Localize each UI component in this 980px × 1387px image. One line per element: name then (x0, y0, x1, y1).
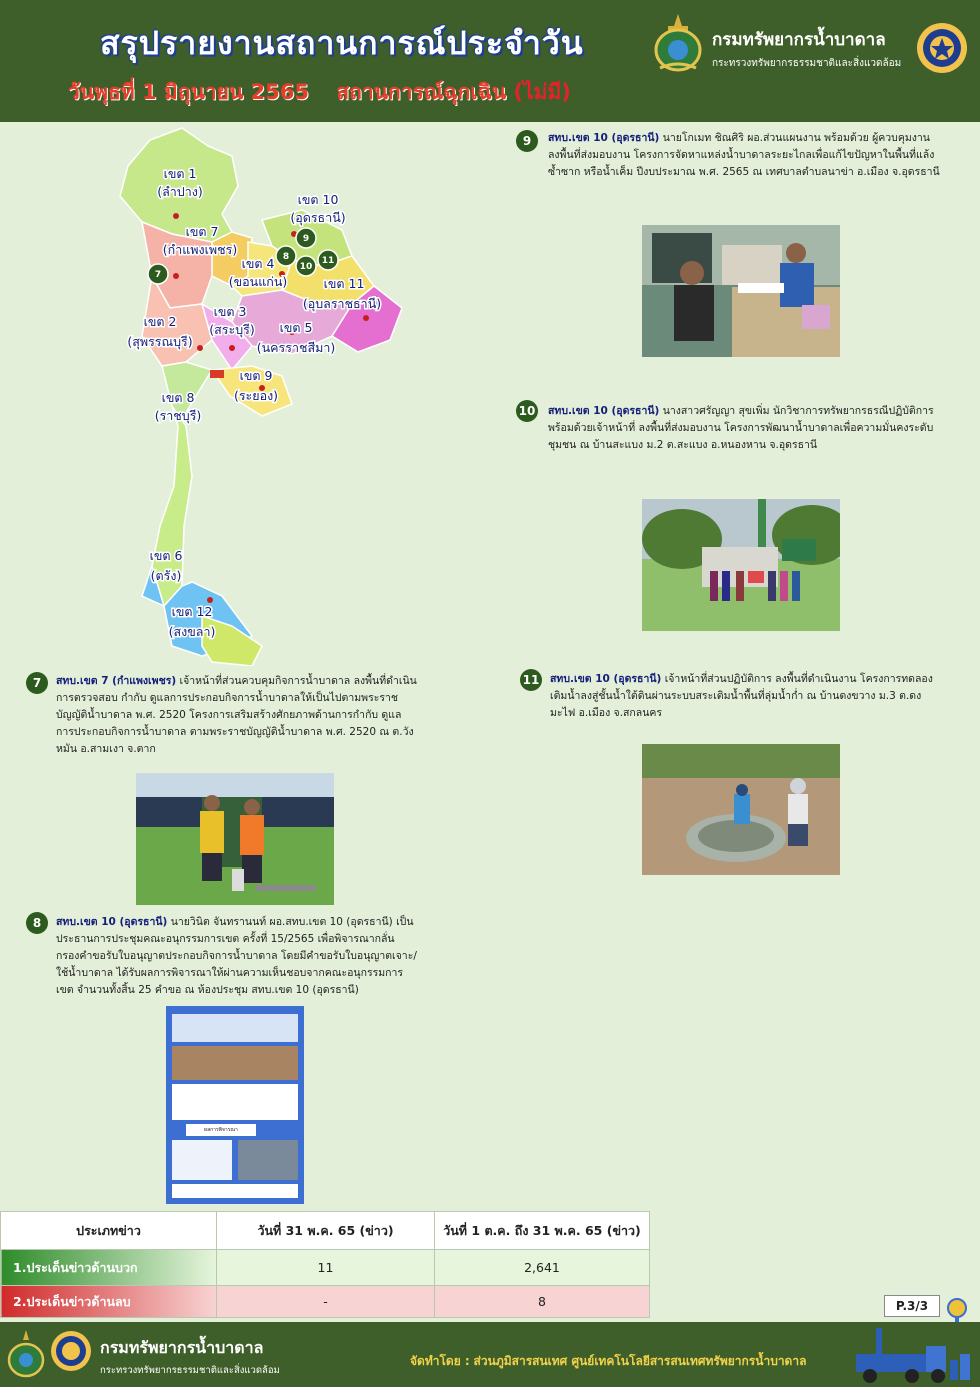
item-8-body: นายวินิต จันทรานนท์ ผอ.สทบ.เขต 10 (อุดรธานี) เป็นประธานการประชุมคณะอนุกรรมการเขต ครั้งที่ 15/2565 เพื่อพิจารณากลั่นกรองคำขอรับใบอนุญาตประกอบกิจการน้ำบาดาล โดยมีคำขอรับใบอนุญาตเจาะ/ใช้น้ำบาดาล ได้รับผลการพิจารณาให้ผ่านความเห็นชอบจากคณะอนุกรรมการเขต จำนวนทั้งสิ้น 25 คำขอ ณ ห้องประชุม สทบ.เขต 10 (อุดรธานี) (56, 916, 417, 996)
item-9-photo (642, 225, 840, 357)
item-10-office: สทบ.เขต 10 (อุดรธานี) (548, 405, 660, 417)
map-marker-11-label: 11 (321, 256, 335, 266)
footer-seal-icon (50, 1330, 92, 1372)
footer-logo-text (100, 1336, 280, 1378)
credit-label: จัดทำโดย : (410, 1354, 470, 1368)
region-4-zone: เขต 4 (241, 256, 275, 271)
region-2-zone: เขต 2 (143, 314, 177, 329)
emergency-status: (ไม่มี) (513, 80, 571, 104)
item-8-office: สทบ.เขต 10 (อุดรธานี) (56, 916, 168, 928)
map-marker-9-label: 9 (302, 234, 310, 244)
item-11-text (550, 671, 940, 722)
item-9-body: นายโกเมท ชิณศิริ ผอ.ส่วนแผนงาน พร้อมด้วย ผู้ควบคุมงาน ลงพื้นที่ส่งมอบงาน โครงการจัดหาแหล่งน้ำบาดาลระยะไกลเพื่อแก้ไขปัญหาในพื้นที่แล้งซ้ำซาก หรือน้ำเค็ม ปีงบประมาณ พ.ศ. 2565 ณ เทศบาลตำบลนาข่า อ.เมือง จ.อุดรธานี (548, 132, 940, 178)
ministry-name: กระทรวงทรัพยากรธรรมชาติและสิ่งแวดล้อม (712, 58, 902, 69)
item-11-badge: 11 (520, 669, 542, 691)
table-header-day: วันที่ 31 พ.ค. 65 (ข่าว) (217, 1212, 435, 1250)
footer-emblem-icon (6, 1328, 46, 1380)
region-7-zone: เขต 7 (185, 224, 219, 239)
positive-news-total: 2,641 (435, 1250, 650, 1286)
emergency-label: สถานการณ์ฉุกเฉิน (336, 80, 507, 104)
item-10-body: นางสาวศรัญญา สุขเพิ่ม นักวิชาการทรัพยากรธรณีปฏิบัติการ พร้อมด้วยเจ้าหน้าที่ ลงพื้นที่ส่งมอบงาน โครงการพัฒนาน้ำบาดาลเพื่อความมั่นคงระดับชุมชน ณ บ้านสะแบง ม.2 ต.สะแบง อ.หนองหาน จ.อุดรธานี (548, 405, 934, 451)
report-date: วันพุธที่ 1 มิถุนายน 2565 (68, 80, 310, 104)
credit-text: ส่วนภูมิสารสนเทศ ศูนย์เทคโนโลยีสารสนเทศทรัพยากรน้ำบาดาล (473, 1354, 807, 1368)
date-line (68, 76, 571, 109)
item-11-office: สทบ.เขต 10 (อุดรธานี) (550, 673, 662, 685)
map-marker-10-label: 10 (299, 262, 313, 272)
item-10-text (548, 403, 940, 454)
footer-credit (410, 1352, 806, 1371)
table-row (1, 1250, 650, 1286)
department-logo-text (712, 26, 901, 71)
region-1-zone: เขต 1 (163, 166, 197, 181)
item-7-text (56, 673, 418, 758)
negative-news-total: 8 (435, 1286, 650, 1318)
region-12-name: (สงขลา) (168, 624, 216, 639)
region-8-name: (ราชบุรี) (154, 408, 202, 423)
item-7-badge: 7 (26, 672, 48, 694)
region-4-name: (ขอนแก่น) (228, 274, 288, 289)
region-9-name: (ระยอง) (233, 388, 279, 403)
royal-seal-icon (916, 22, 968, 74)
item-8-document-image (166, 1006, 304, 1204)
negative-news-label: 2.ประเด็นข่าวด้านลบ (1, 1286, 217, 1318)
table-row (1, 1286, 650, 1318)
region-8-zone: เขต 8 (161, 390, 195, 405)
map-marker-7-label: 7 (154, 270, 162, 280)
department-name: กรมทรัพยากรน้ำบาดาล (712, 30, 886, 50)
drilling-truck-icon (846, 1324, 974, 1386)
region-11-name: (อุบลราชธานี) (302, 296, 382, 311)
footer-department-name: กรมทรัพยากรน้ำบาดาล (100, 1338, 264, 1357)
item-9-text (548, 130, 940, 181)
item-11-photo (642, 744, 840, 875)
footer-bar (0, 1322, 980, 1387)
item-7-body: เจ้าหน้าที่ส่วนควบคุมกิจการน้ำบาดาล ลงพื้นที่ดำเนินการตรวจสอบ กำกับ ดูแลการประกอบกิจการน้ำบาดาลให้เป็นไปตามพระราชบัญญัติน้ำบาดาล พ.ศ. 2520 โครงการเสริมสร้างศักยภาพด้านการกำกับ ดูแลการประกอบกิจการน้ำบาดาล ตามพระราชบัญญัติน้ำบาดาล พ.ศ. 2520 ณ ต.วังหมัน อ.สามเงา จ.ตาก (56, 675, 417, 755)
doc-snippet-heading: ผลการพิจารณา (186, 1124, 256, 1136)
department-emblem-icon (652, 12, 704, 74)
thailand-region-map (112, 126, 402, 666)
region-5-zone: เขต 5 (279, 320, 313, 335)
region-1-name: (ลำปาง) (157, 184, 203, 199)
region-7-name: (กำแพงเพชร) (162, 242, 238, 257)
region-5-name: (นครราชสีมา) (256, 340, 336, 355)
region-6-zone: เขต 6 (149, 548, 183, 563)
region-9-zone: เขต 9 (239, 368, 273, 383)
table-header-type: ประเภทข่าว (1, 1212, 217, 1250)
region-6-name: (ตรัง) (150, 568, 182, 583)
item-9-office: สทบ.เขต 10 (อุดรธานี) (548, 132, 660, 144)
item-8-text (56, 914, 418, 999)
page-title: สรุปรายงานสถานการณ์ประจำวัน (100, 24, 584, 62)
region-12-zone: เขต 12 (171, 604, 213, 619)
region-11-zone: เขต 11 (323, 276, 365, 291)
page-number: P.3/3 (884, 1295, 940, 1317)
news-stats-table (0, 1211, 650, 1318)
table-header-row (1, 1212, 650, 1250)
item-7-photo (136, 773, 334, 905)
item-9-badge: 9 (516, 130, 538, 152)
item-8-badge: 8 (26, 912, 48, 934)
region-2-name: (สุพรรณบุรี) (127, 334, 193, 349)
item-7-office: สทบ.เขต 7 (กำแพงเพชร) (56, 675, 177, 687)
negative-news-day: - (217, 1286, 435, 1318)
positive-news-label: 1.ประเด็นข่าวด้านบวก (1, 1250, 217, 1286)
item-10-badge: 10 (516, 400, 538, 422)
header-bar (0, 0, 980, 122)
table-header-period: วันที่ 1 ต.ค. ถึง 31 พ.ค. 65 (ข่าว) (435, 1212, 650, 1250)
map-marker-8-label: 8 (282, 252, 290, 262)
region-10-zone: เขต 10 (297, 192, 339, 207)
item-11-body: เจ้าหน้าที่ส่วนปฏิบัติการ ลงพื้นที่ดำเนินงาน โครงการทดลองเติมน้ำลงสู่ชั้นน้ำใต้ดินผ่านระบบสระเติมน้ำพื้นที่ลุ่มน้ำก่ำ ณ บ้านดงขวาง ม.3 ต.ดงมะไฟ อ.เมือง จ.สกลนคร (550, 673, 933, 719)
region-10-name: (อุดรธานี) (290, 210, 346, 225)
footer-ministry-name: กระทรวงทรัพยากรธรรมชาติและสิ่งแวดล้อม (100, 1365, 280, 1376)
item-10-photo (642, 499, 840, 631)
region-3-zone: เขต 3 (213, 304, 247, 319)
positive-news-day: 11 (217, 1250, 435, 1286)
region-3-name: (สระบุรี) (209, 322, 255, 337)
